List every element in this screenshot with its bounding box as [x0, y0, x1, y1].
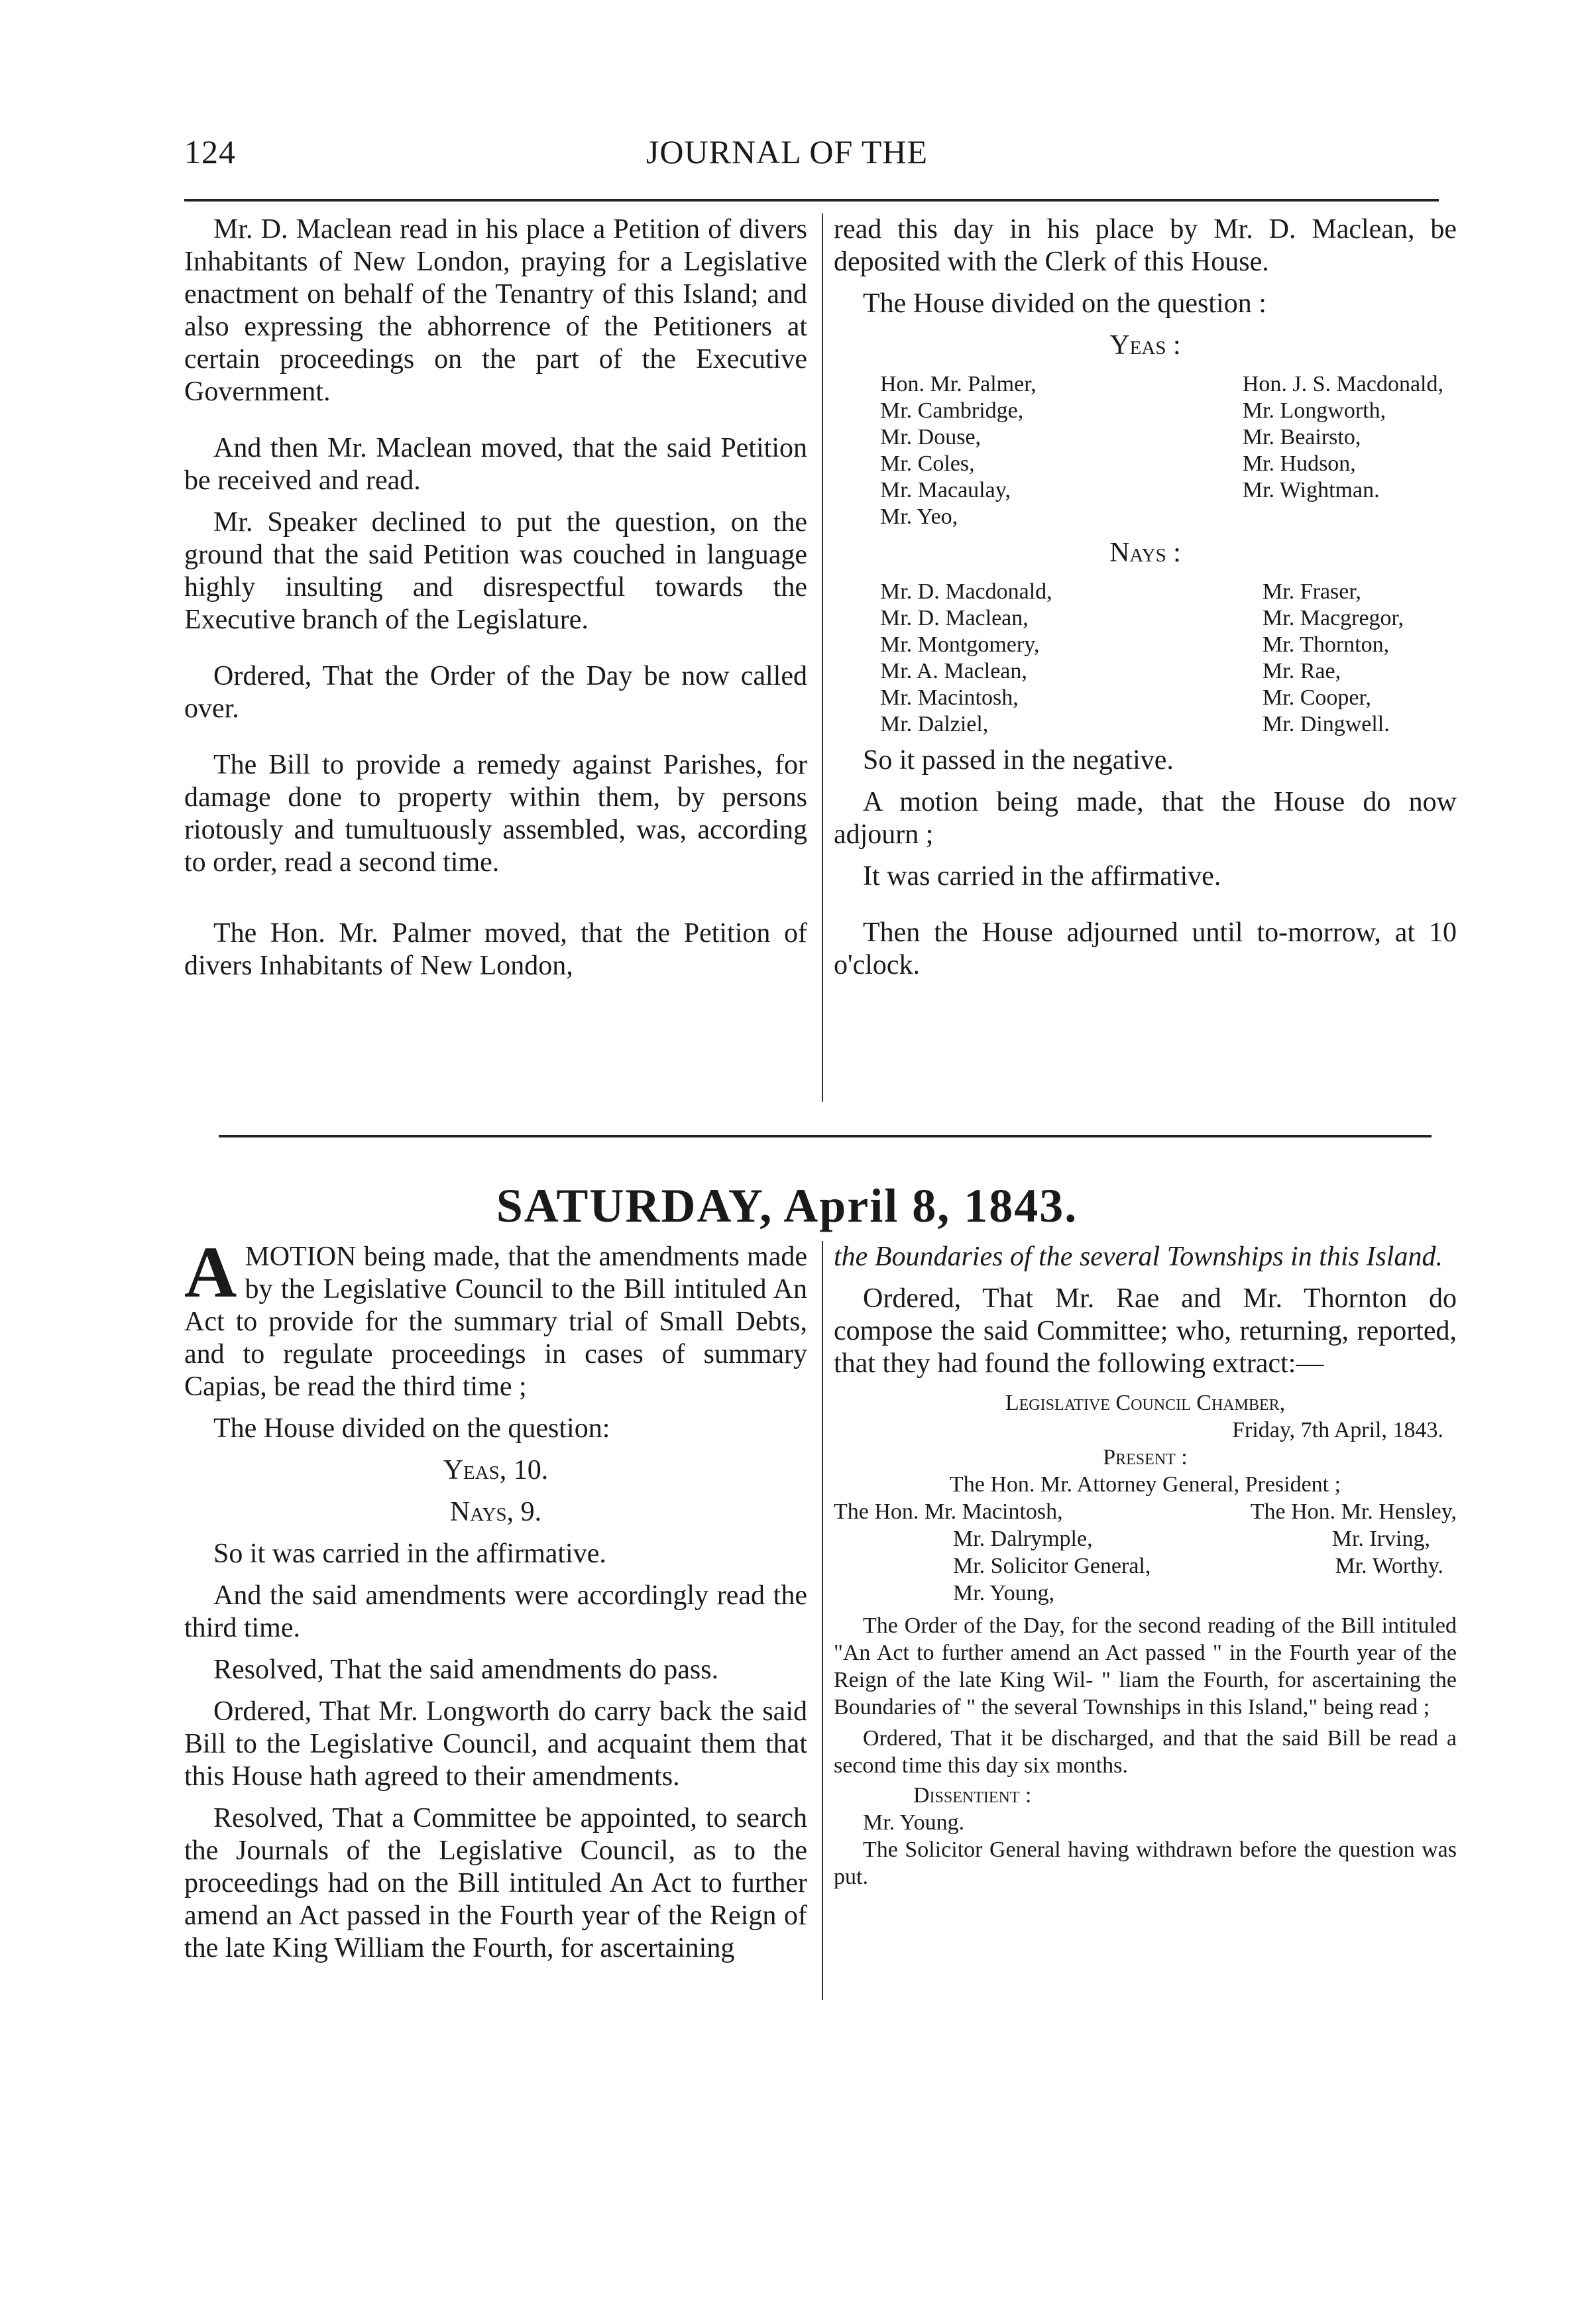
yeas-count: Yeas, 10.	[443, 1455, 549, 1485]
member-name: Mr. Coles,	[880, 451, 975, 476]
member-name: Mr. Worthy.	[1335, 1554, 1443, 1578]
member-name: Mr. Rae,	[1263, 659, 1341, 683]
bottom-right-column	[834, 1241, 1457, 1890]
nays-count: Nays, 9.	[449, 1497, 542, 1527]
paragraph-text: MOTION being made, that the amendments made by the Legislative Council to the Bill intituled An Act to provide for the summary trial of Small Debts, and to regulate proceedings in cases of summary Capias, be read the third time ;	[184, 1242, 807, 1402]
paragraph: Mr. Speaker declined to put the question, on the ground that the said Petition was couched in language highly insulting and disrespectful towards the Executive branch of the Legislature.	[184, 507, 807, 635]
member-name: Mr. Fraser,	[1263, 579, 1361, 604]
members-row	[834, 1525, 1457, 1552]
member-name: Mr. Beairsto,	[1242, 425, 1361, 449]
opening-paragraph	[184, 1232, 807, 1403]
date-line: Friday, 7th April, 1843.	[1232, 1418, 1443, 1442]
member-name: Hon. Mr. Palmer,	[880, 372, 1037, 396]
yeas-list	[834, 371, 1457, 530]
member-name: Hon. J. S. Macdonald,	[1242, 372, 1443, 396]
page-number: 124	[184, 133, 236, 170]
header-rule	[184, 199, 1439, 202]
column-divider	[822, 213, 823, 1102]
paragraph: The Hon. Mr. Palmer moved, that the Petition of divers Inhabitants of New London,	[184, 918, 807, 981]
members-row	[834, 1552, 1457, 1580]
paragraph: The House divided on the question :	[863, 288, 1266, 319]
member-name: Mr. A. Maclean,	[880, 659, 1027, 683]
dissentient-name: Mr. Young.	[863, 1810, 965, 1835]
member-name: Mr. Cooper,	[1263, 685, 1371, 710]
paragraph: Mr. D. Maclean read in his place a Petition of divers Inhabitants of New London, praying for a Legislative enactment on behalf of the Tenantry of this Island; and also expressing the abhorrence of the Petitioners at certain proceedings on the part of the Executive Government.	[184, 214, 807, 407]
extract-paragraph: Ordered, That it be discharged, and that the said Bill be read a second time this day six months.	[834, 1726, 1457, 1778]
extract-paragraph: The Solicitor General having withdrawn before the question was put.	[834, 1837, 1457, 1889]
member-name: Mr. Irving,	[1331, 1527, 1430, 1551]
members-list	[834, 1498, 1457, 1607]
extract-paragraph: The Order of the Day, for the second reading of the Bill intituled "An Act to further amend an Act passed " in the Fourth year of the Reign of the late King Wil- " liam the Fourth, for ascertaining the Boundaries of " the several Townships in this Island," being read ;	[834, 1613, 1457, 1719]
top-right-column	[834, 213, 1457, 991]
paragraph: And the said amendments were accordingly read the third time.	[184, 1580, 807, 1643]
present-label: Present :	[1103, 1445, 1188, 1470]
dissentient-label: Dissentient :	[913, 1783, 1032, 1808]
paragraph: Ordered, That the Order of the Day be now called over.	[184, 661, 807, 724]
nays-right-names	[1263, 579, 1404, 738]
paragraph: Then the House adjourned until to-morrow, at 10 o'clock.	[834, 917, 1457, 980]
member-name: Mr. Yeo,	[880, 504, 958, 529]
member-name: Mr. Douse,	[880, 425, 982, 449]
member-name: Mr. D. Maclean,	[880, 606, 1029, 630]
paragraph: A motion being made, that the House do now adjourn ;	[834, 787, 1457, 850]
yeas-right-names	[1243, 371, 1443, 530]
member-name: Mr. Cambridge,	[880, 398, 1024, 423]
members-row	[834, 1580, 1457, 1607]
column-divider	[822, 1241, 823, 2000]
member-name: Mr. Hudson,	[1242, 451, 1356, 476]
member-name: Mr. Macgregor,	[1263, 606, 1404, 630]
paragraph: The Bill to provide a remedy against Parishes, for damage done to property within them, by persons riotously and tumultuously assembled, was, according to order, read a second time.	[184, 750, 807, 878]
member-name: Mr. Macintosh,	[880, 685, 1019, 710]
member-name: Mr. Dalziel,	[880, 712, 989, 736]
member-name: The Hon. Mr. Macintosh,	[834, 1499, 1063, 1524]
paragraph: The House divided on the question:	[213, 1413, 610, 1444]
nays-list	[834, 579, 1457, 738]
drop-cap: A	[184, 1232, 237, 1312]
member-name: Mr. Thornton,	[1263, 632, 1390, 657]
paragraph: So it passed in the negative.	[863, 745, 1174, 776]
member-name: Mr. Young,	[953, 1581, 1055, 1605]
member-name: Mr. Macaulay,	[880, 478, 1011, 502]
yeas-left-names	[880, 371, 1037, 530]
bottom-left-column	[184, 1232, 807, 1974]
nays-left-names	[880, 579, 1052, 738]
section-heading: SATURDAY, April 8, 1843.	[496, 1179, 1078, 1232]
paragraph: Ordered, That Mr. Rae and Mr. Thornton do compose the said Committee; who, returning, reported, that they had found the following extract:—	[834, 1283, 1457, 1379]
members-row	[834, 1498, 1457, 1525]
section-rule	[219, 1135, 1432, 1137]
member-name: Mr. D. Macdonald,	[880, 579, 1052, 604]
chamber-line: Legislative Council Chamber,	[1005, 1391, 1286, 1415]
member-name: Mr. Longworth,	[1242, 398, 1386, 423]
member-name: Mr. Dingwell.	[1263, 712, 1390, 736]
paragraph: the Boundaries of the several Townships in this Island.	[834, 1242, 1443, 1272]
member-name: The Hon. Mr. Hensley,	[1250, 1499, 1457, 1524]
running-title: JOURNAL OF THE	[646, 133, 928, 170]
paragraph: So it was carried in the affirmative.	[213, 1539, 606, 1569]
paragraph: And then Mr. Maclean moved, that the said Petition be received and read.	[184, 433, 807, 496]
member-name: Mr. Solicitor General,	[953, 1554, 1151, 1578]
top-left-column	[184, 213, 807, 992]
paragraph: Resolved, That the said amendments do pass.	[213, 1655, 719, 1685]
paragraph: Ordered, That Mr. Longworth do carry back the said Bill to the Legislative Council, and acquaint them that this House hath agreed to their amendments.	[184, 1696, 807, 1792]
paragraph: read this day in his place by Mr. D. Maclean, be deposited with the Clerk of this House.	[834, 214, 1457, 277]
member-name: Mr. Wightman.	[1242, 478, 1380, 502]
paragraph: Resolved, That a Committee be appointed, to search the Journals of the Legislative Council, as to the proceedings had on the Bill intituled An Act to further amend an Act passed in the Fourth year of the Reign of the late King William the Fourth, for ascertaining	[184, 1803, 807, 1963]
member-name: Mr. Montgomery,	[880, 632, 1040, 657]
member-name: Mr. Dalrymple,	[953, 1527, 1093, 1551]
yeas-label: Yeas :	[1109, 330, 1181, 361]
nays-label: Nays :	[1109, 538, 1181, 568]
paragraph: It was carried in the affirmative.	[863, 861, 1221, 892]
president-line: The Hon. Mr. Attorney General, President ;	[949, 1472, 1341, 1497]
